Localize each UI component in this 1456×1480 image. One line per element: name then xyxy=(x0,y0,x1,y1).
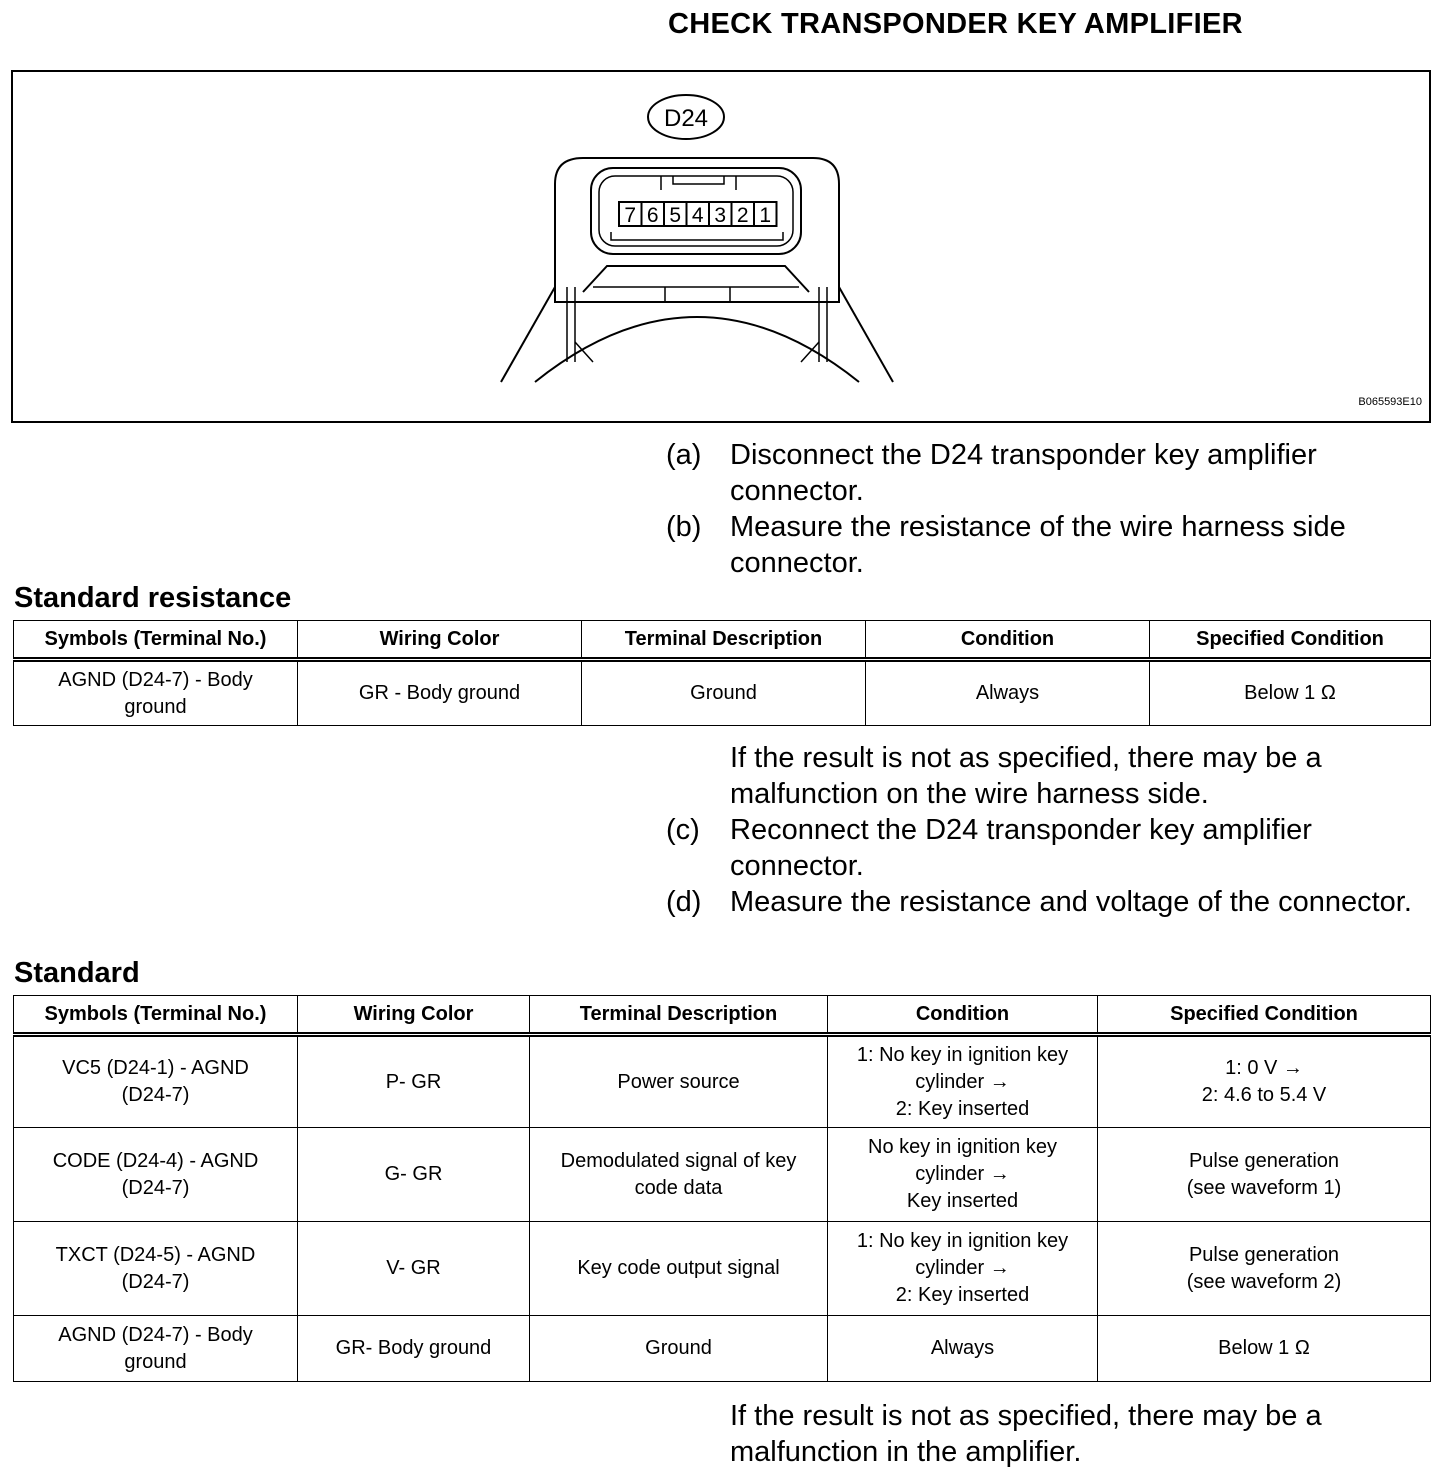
table-row xyxy=(14,1222,1431,1316)
table-cell: V- GR xyxy=(298,1222,530,1316)
table-row xyxy=(14,660,1431,726)
table-cell: 1: No key in ignition key cylinder → 2: Key inserted xyxy=(828,1222,1098,1316)
note-wire-harness: If the result is not as specified, there may be a malfunction on the wire harness side. xyxy=(730,742,1322,810)
table2-heading: Standard xyxy=(14,957,140,989)
table-row xyxy=(14,1128,1431,1222)
table-cell: Ground xyxy=(582,660,866,726)
step-item xyxy=(666,509,1426,581)
table-cell: AGND (D24-7) - Body ground xyxy=(14,1316,298,1382)
step-item xyxy=(666,437,1426,509)
step-text: Measure the resistance and voltage of the connector. xyxy=(730,886,1412,918)
pin-number: 7 xyxy=(624,204,637,227)
table-cell: GR - Body ground xyxy=(298,660,582,726)
pin-number: 5 xyxy=(669,204,682,227)
column-header: Specified Condition xyxy=(1150,621,1431,660)
step-label: (c) xyxy=(666,814,700,846)
connector-figure xyxy=(11,70,1431,423)
left-leg-outer xyxy=(501,287,555,382)
table-cell: TXCT (D24-5) - AGND (D24-7) xyxy=(14,1222,298,1316)
step-label: (b) xyxy=(666,511,702,543)
table-cell: Always xyxy=(866,660,1150,726)
table-cell: CODE (D24-4) - AGND (D24-7) xyxy=(14,1128,298,1222)
column-header: Wiring Color xyxy=(298,621,582,660)
column-header: Symbols (Terminal No.) xyxy=(14,621,298,660)
column-header: Condition xyxy=(828,996,1098,1035)
connector-shroud xyxy=(583,266,809,292)
table-cell: GR- Body ground xyxy=(298,1316,530,1382)
step-text: Measure the resistance of the wire harness side connector. xyxy=(730,511,1346,579)
page-title: CHECK TRANSPONDER KEY AMPLIFIER xyxy=(668,8,1243,40)
note-amplifier: If the result is not as specified, there may be a malfunction in the amplifier. xyxy=(730,1400,1322,1468)
connector-body-arc xyxy=(535,317,859,382)
step-item xyxy=(666,812,1426,884)
table-cell: Key code output signal xyxy=(530,1222,828,1316)
column-header: Symbols (Terminal No.) xyxy=(14,996,298,1035)
table-cell: Ground xyxy=(530,1316,828,1382)
table-cell: VC5 (D24-1) - AGND (D24-7) xyxy=(14,1035,298,1128)
table-cell: Below 1 Ω xyxy=(1150,660,1431,726)
table-cell: Demodulated signal of key code data xyxy=(530,1128,828,1222)
column-header: Terminal Description xyxy=(582,621,866,660)
table-cell: 1: 0 V → 2: 4.6 to 5.4 V xyxy=(1098,1035,1431,1128)
resistance-table xyxy=(13,620,1431,726)
connector-label: D24 xyxy=(663,105,709,132)
table-cell: P- GR xyxy=(298,1035,530,1128)
step-text: Disconnect the D24 transponder key amplifier connector. xyxy=(730,439,1317,507)
pin-number: 1 xyxy=(759,204,772,227)
standard-table xyxy=(13,995,1431,1382)
column-header: Wiring Color xyxy=(298,996,530,1035)
column-header: Terminal Description xyxy=(530,996,828,1035)
step-item xyxy=(666,884,1426,920)
step-label: (a) xyxy=(666,439,702,471)
right-leg-outer xyxy=(839,287,893,382)
table-cell: Power source xyxy=(530,1035,828,1128)
connector-diagram xyxy=(13,72,1429,421)
column-header: Specified Condition xyxy=(1098,996,1431,1035)
table1-heading: Standard resistance xyxy=(14,582,292,614)
table-row xyxy=(14,1035,1431,1128)
table-row xyxy=(14,1316,1431,1382)
table-cell: 1: No key in ignition key cylinder → 2: Key inserted xyxy=(828,1035,1098,1128)
pin-number: 6 xyxy=(646,204,659,227)
table-cell: G- GR xyxy=(298,1128,530,1222)
table-cell: Pulse generation (see waveform 1) xyxy=(1098,1128,1431,1222)
table-cell: AGND (D24-7) - Body ground xyxy=(14,660,298,726)
pin-number: 2 xyxy=(736,204,749,227)
table-cell: No key in ignition key cylinder → Key inserted xyxy=(828,1128,1098,1222)
connector-latch xyxy=(661,176,736,190)
pin-number: 3 xyxy=(714,204,727,227)
table-cell: Below 1 Ω xyxy=(1098,1316,1431,1382)
step-text: Reconnect the D24 transponder key amplifier connector. xyxy=(730,814,1312,882)
table-cell: Pulse generation (see waveform 2) xyxy=(1098,1222,1431,1316)
column-header: Condition xyxy=(866,621,1150,660)
pin-row xyxy=(619,202,777,227)
figure-code: B065593E10 xyxy=(1358,396,1422,408)
pin-number: 4 xyxy=(691,204,704,227)
table-cell: Always xyxy=(828,1316,1098,1382)
step-label: (d) xyxy=(666,886,702,918)
